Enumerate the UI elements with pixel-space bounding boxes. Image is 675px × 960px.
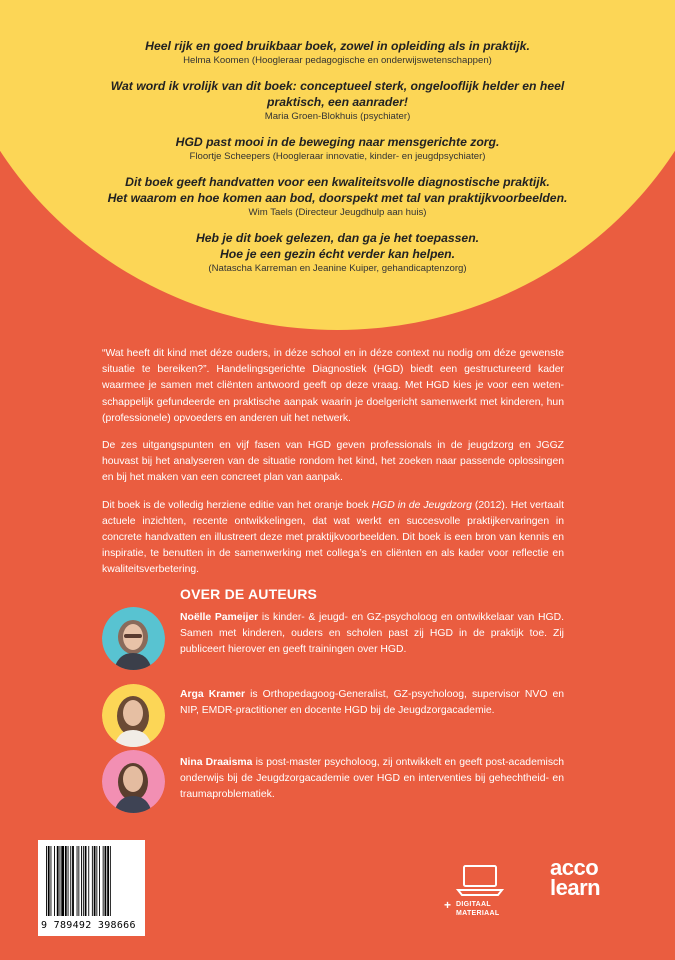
author-name: Noëlle Pameijer bbox=[180, 612, 259, 623]
author-photo bbox=[102, 750, 165, 813]
quote-item bbox=[100, 134, 575, 163]
logo-line: learn bbox=[550, 875, 601, 900]
description-text: Dit boek is de volledig herziene editie van het oranje boek bbox=[102, 499, 372, 511]
author-bio-text: is kinder- & jeugd- en GZ-psycholoog en ontwikkelaar van HGD. Samen met kinderen, ouders en scholen past zij HGD in de praktijk toe. Zij publiceert hierover en geeft trainingen over HGD. bbox=[180, 612, 564, 656]
quote-item bbox=[100, 38, 575, 67]
author-name: Nina Draaisma bbox=[180, 757, 253, 768]
author-photo bbox=[102, 684, 165, 747]
author-bio-text: is post-master psycholoog, zij ontwikkelt en geeft post-academisch onderwijs bij de Jeugdzorgacademie over HGD en interventies bij gehechtheid- en traumaproblematiek. bbox=[180, 757, 564, 801]
publisher-logo bbox=[550, 855, 610, 900]
quote-text: Dit boek geeft handvatten voor een kwaliteitsvolle diagnostische praktijk. Het waarom en hoe komen aan bod, doorspekt met tal van praktijkvoorbeelden. bbox=[107, 175, 568, 205]
digital-label-line: MATERIAAL bbox=[456, 910, 500, 917]
quote-author: Floortje Scheepers (Hoogleraar innovatie, kinder- en jeugdpsychiater) bbox=[189, 151, 486, 162]
description-text: (2012). Het vertaalt actuele inzichten, recente ontwikkelingen, dat wat werkt en succesvolle praktijkervaringen in concrete handvatten en illustreert deze met praktijkvoorbeelden. Dit boek is een bron van kennis en inspiratie, te benutten in de samenwerking met collega’s en cliënten en als kader voor reflectie en kwaliteitsverbetering. bbox=[102, 499, 564, 576]
quote-item bbox=[100, 78, 575, 123]
book-title-reference: HGD in de Jeugdzorg bbox=[371, 499, 472, 511]
quote-text: Wat word ik vrolijk van dit boek: conceptueel sterk, ongelooflijk helder en heel praktisch, een aanrader! bbox=[110, 79, 565, 109]
quote-author: (Natascha Karreman en Jeanine Kuiper, gehandicaptenzorg) bbox=[208, 263, 467, 274]
digital-material-label bbox=[456, 900, 499, 918]
quote-author: Wim Taels (Directeur Jeugdhulp aan huis) bbox=[248, 207, 427, 218]
author-bio bbox=[180, 755, 564, 804]
author-bio-text: is Orthopedagoog-Generalist, GZ-psycholoog, supervisor NVO en NIP, EMDR-practitioner en docente HGD bij de Jeugdzorgacademie. bbox=[180, 689, 565, 717]
description-paragraph bbox=[102, 498, 564, 579]
quote-item bbox=[100, 230, 575, 275]
description-paragraph: De zes uitgangspunten en vijf fasen van HGD geven professionals in de jeugdzorg en JGGZ houvast bij het analyseren van de situatie rondom het kind, het zoeken naar passende oplossingen en bij het maken van een concreet plan van aanpak. bbox=[102, 440, 564, 484]
digital-material-badge bbox=[440, 862, 520, 928]
authors-heading: OVER DE AUTEURS bbox=[180, 586, 318, 602]
barcode-icon bbox=[44, 846, 139, 918]
author-bio bbox=[180, 687, 564, 719]
quote-text: HGD past mooi in de beweging naar mensgerichte zorg. bbox=[175, 135, 500, 149]
quote-item bbox=[100, 174, 575, 219]
quote-author: Maria Groen-Blokhuis (psychiater) bbox=[264, 111, 411, 122]
book-description bbox=[102, 346, 564, 590]
author-bio bbox=[180, 610, 564, 659]
description-paragraph: “Wat heeft dit kind met déze ouders, in déze school en in déze context nu nodig om déze gewenste situatie te bereiken?”. Handelingsgerichte Diagnostiek (HGD) biedt een gestructureerd kader waarmee je samen met cliënten antwoord geeft op deze vraag. Met HGD kies je voor een wetenschappelijk gefundeerde en praktische aanpak waarin je doelgericht samenwerkt met kinderen, hun (professionele) opvoeders en anderen uit het netwerk. bbox=[102, 348, 564, 424]
logo-line: acco bbox=[550, 855, 599, 880]
quotes-section bbox=[100, 38, 575, 286]
isbn-barcode bbox=[38, 840, 145, 936]
author-photo bbox=[102, 607, 165, 670]
quote-text: Heel rijk en goed bruikbaar boek, zowel in opleiding als in praktijk. bbox=[145, 39, 530, 53]
quote-author: Helma Koomen (Hoogleraar pedagogische en onderwijswetenschappen) bbox=[183, 55, 492, 66]
laptop-icon bbox=[440, 862, 520, 898]
author-name: Arga Kramer bbox=[180, 689, 246, 700]
plus-icon: + bbox=[444, 898, 452, 912]
quote-text: Heb je dit boek gelezen, dan ga je het toepassen. Hoe je een gezin écht verder kan helpen. bbox=[195, 231, 480, 261]
isbn-number: 9 789492 398666 bbox=[41, 920, 136, 931]
digital-label-line: DIGITAAL bbox=[456, 901, 491, 908]
